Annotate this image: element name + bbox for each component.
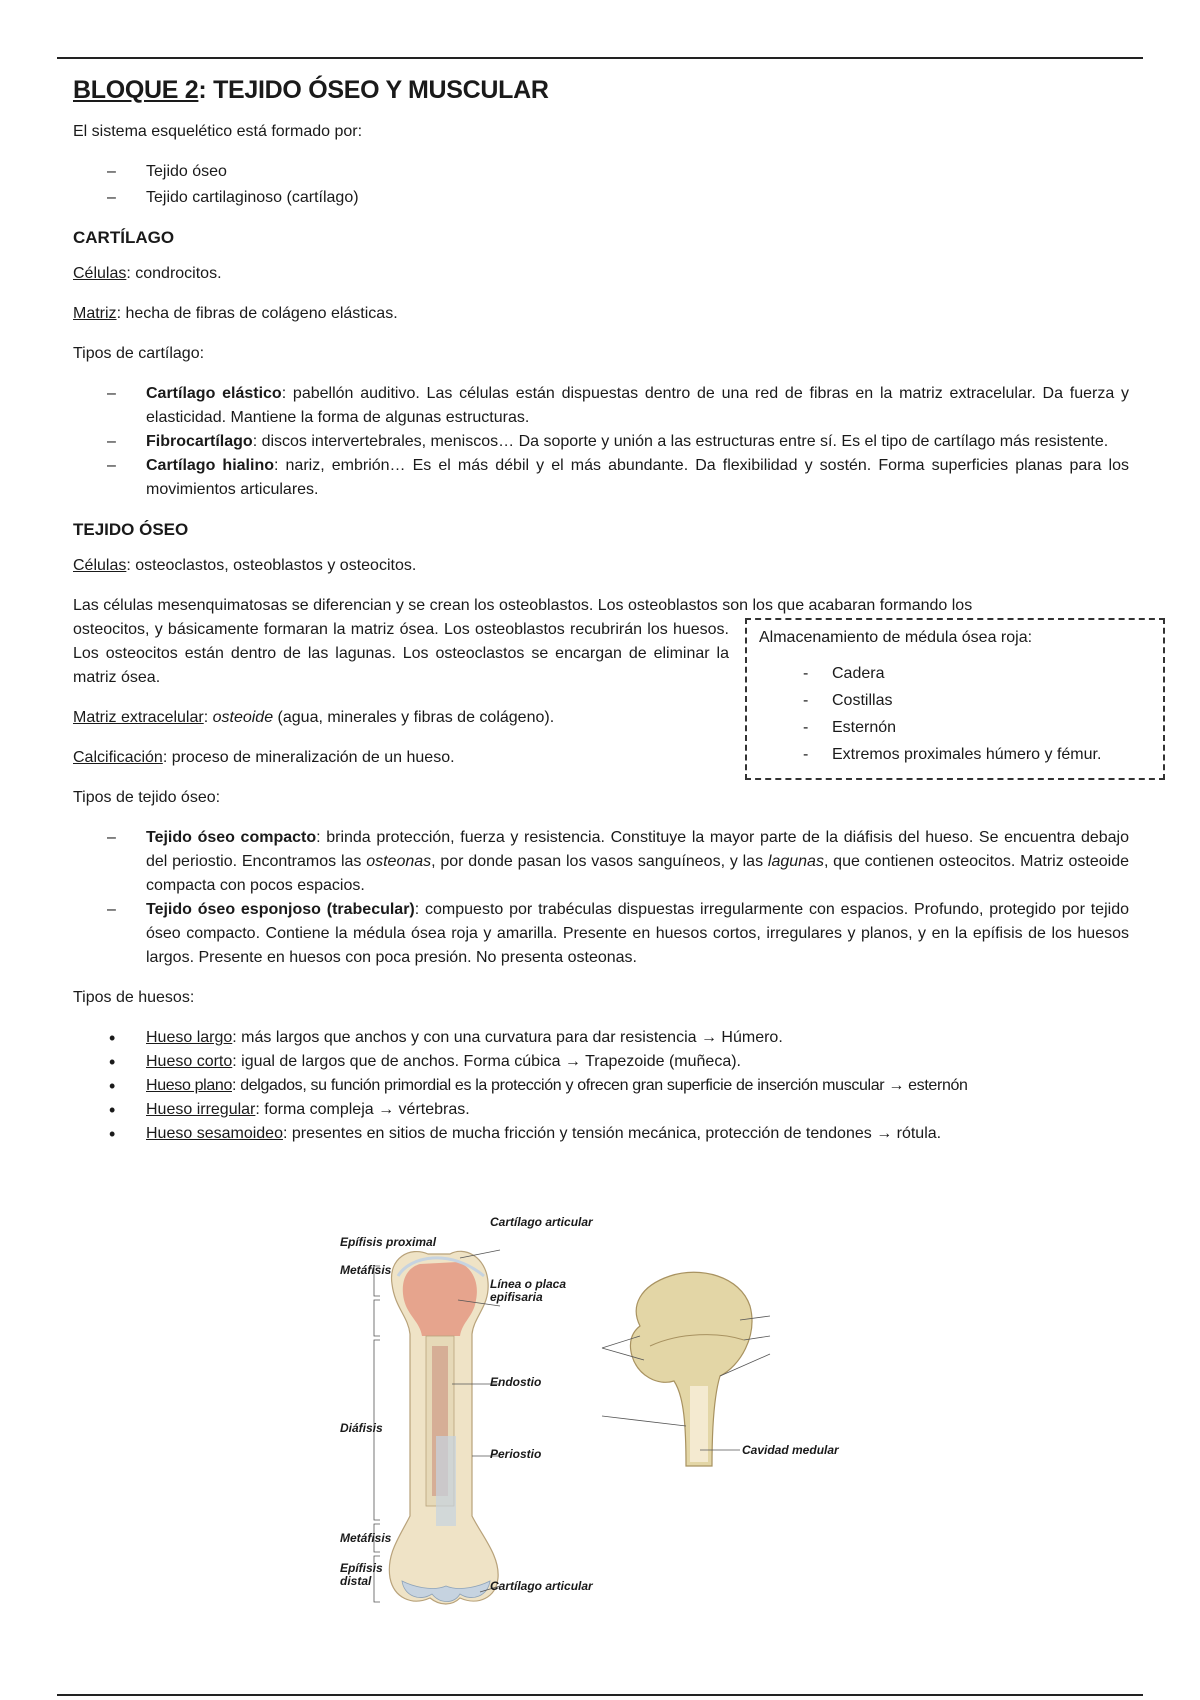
term-text: : nariz, embrión… Es el más débil y el más abundante. Da flexibilidad y sostén. Forma superficies planas para los movimientos articulares. [146, 457, 1130, 498]
list-item [73, 1074, 1129, 1098]
term: Cartílago hialino [146, 457, 274, 474]
term: Hueso plano [146, 1077, 232, 1094]
label-linea-epifisaria: Línea o placa epifisaria [490, 1277, 567, 1304]
box-list [759, 660, 1151, 768]
list-item [73, 826, 1129, 898]
oseo-calcification [73, 746, 729, 770]
term: Hueso largo [146, 1029, 233, 1046]
box-title: Almacenamiento de médula ósea roja: [759, 629, 1033, 646]
top-rule [57, 57, 1143, 59]
list-item: - Esternón [759, 714, 1151, 741]
cartilago-matrix [73, 302, 1129, 326]
bone-anatomy-figure [340, 1215, 860, 1626]
term-text: : delgados, su función primordial es la protección y ofrecen gran superficie de inserción muscular → esternón [232, 1077, 968, 1094]
label-periostio: Periostio [490, 1447, 542, 1461]
cells-text: : condrocitos. [126, 265, 222, 282]
oseo-types-intro: Tipos de tejido óseo: [73, 789, 221, 806]
list-item: – Tejido óseo [73, 160, 1129, 184]
term: Cartílago elástico [146, 385, 282, 402]
marrow-storage-box [745, 618, 1165, 780]
term-text: : discos intervertebrales, meniscos… Da soporte y unión a las estructuras entre sí. Es el tipo de cartílago más resistente. [252, 433, 1109, 450]
oseo-paragraph-full: Las células mesenquimatosas se diferencian y se crean los osteoblastos. Los osteoblastos son los que acabaran formando los [73, 597, 973, 614]
matrix-text: (agua, minerales y fibras de colágeno). [273, 709, 555, 726]
label-cartilago-articular-bottom: Cartílago articular [490, 1579, 593, 1593]
oseo-matrix [73, 706, 729, 730]
matrix-em: osteoide [212, 709, 274, 726]
oseo-float-area [73, 618, 1129, 810]
list-item: - Cadera [759, 660, 1151, 687]
list-item [73, 1026, 1129, 1050]
term-text: : más largos que anchos y con una curvatura para dar resistencia → Húmero. [232, 1029, 783, 1046]
huesos-list [73, 1026, 1129, 1146]
label-cavidad-medular: Cavidad medular [742, 1443, 839, 1457]
list-item [73, 1098, 1129, 1122]
term: Hueso corto [146, 1053, 233, 1070]
term-text: : pabellón auditivo. Las células están dispuestas dentro de una red de fibras en la matriz extracelular. Da fuerza y elasticidad. Mantiene la forma de algunas estructuras. [146, 385, 1129, 426]
label-metafisis-distal: Metáfisis [340, 1531, 392, 1545]
oseo-cells [73, 554, 1129, 578]
term-em: osteonas [366, 853, 432, 870]
term-text: : presentes en sitios de mucha fricción y tensión mecánica, protección de tendones → rótula. [282, 1125, 942, 1142]
bone-illustration [340, 1236, 860, 1626]
long-bone [389, 1251, 498, 1604]
label-diafisis: Diáfisis [340, 1421, 383, 1435]
term-text: , que contienen osteocitos. Matriz osteoide compacta con pocos espacios. [146, 853, 1130, 894]
section-heading-cartilago: CARTÍLAGO [73, 228, 175, 247]
term-text: : igual de largos que de anchos. Forma cúbica → Trapezoide (muñeca). [232, 1053, 741, 1070]
matrix-label: Matriz [73, 305, 117, 322]
bottom-rule [57, 1694, 1143, 1696]
list-item: – Tejido cartilaginoso (cartílago) [73, 186, 1129, 210]
matrix-text: : hecha de fibras de colágeno elásticas. [116, 305, 398, 322]
cartilago-types-list [73, 382, 1129, 502]
section-heading-oseo: TEJIDO ÓSEO [73, 520, 189, 539]
term: Tejido óseo esponjoso (trabecular) [146, 901, 415, 918]
matrix-label: Matriz extracelular [73, 709, 204, 726]
list-item [73, 898, 1129, 970]
label-endostio: Endostio [490, 1375, 542, 1389]
term: Hueso sesamoideo [146, 1125, 283, 1142]
term-text: : compuesto por trabéculas dispuestas irregularmente con espacios. Profundo, protegido por tejido óseo compacto. Contiene la médula ósea roja y amarilla. Presente en huesos cortos, irregulares y planos, y en la epífisis de los huesos largos. Presente en huesos con poca presión. No presenta osteonas. [146, 901, 1129, 966]
cells-label: Células [73, 557, 127, 574]
term: Tejido óseo compacto [146, 829, 317, 846]
cells-label: Células [73, 265, 127, 282]
huesos-intro: Tipos de huesos: [73, 989, 195, 1006]
label-metafisis-proximal: Metáfisis [340, 1263, 392, 1277]
title-prefix: BLOQUE 2 [73, 76, 199, 104]
list-item [73, 1122, 1129, 1146]
oseo-left-column [73, 618, 729, 810]
intro-list [73, 160, 1129, 210]
cartilago-cells [73, 262, 1129, 286]
list-item [73, 454, 1129, 502]
calc-label: Calcificación [73, 749, 163, 766]
cells-text: : osteoclastos, osteoblastos y osteocitos. [126, 557, 417, 574]
label-epifisis-proximal: Epífisis proximal [340, 1235, 437, 1249]
list-item [73, 382, 1129, 430]
list-item: - Costillas [759, 687, 1151, 714]
term-text: : brinda protección, fuerza y resistencia. Constituye la mayor parte de la diáfisis del hueso. Se encuentra debajo del periostio. Encontramos las [146, 829, 1129, 870]
term: Hueso irregular [146, 1101, 256, 1118]
matrix-sep: : [203, 709, 213, 726]
list-item [73, 430, 1129, 454]
term-text: : forma compleja → vértebras. [255, 1101, 470, 1118]
page-title [73, 74, 1129, 106]
term-em: lagunas [767, 853, 824, 870]
term-text: , por donde pasan los vasos sanguíneos, y las [431, 853, 768, 870]
list-item: - Extremos proximales húmero y fémur. [759, 741, 1151, 768]
label-epifisis-distal: Epífisis distal [340, 1561, 383, 1588]
humerus-section [602, 1272, 770, 1466]
cartilago-types-intro: Tipos de cartílago: [73, 345, 205, 362]
list-item [73, 1050, 1129, 1074]
oseo-types-list [73, 826, 1129, 970]
intro-text: El sistema esquelético está formado por: [73, 123, 363, 140]
calc-text: : proceso de mineralización de un hueso. [162, 749, 455, 766]
oseo-paragraph-left: osteocitos, y básicamente formaran la matriz ósea. Los osteoblastos recubrirán los huesos. Los osteocitos están dentro de las lagunas. Los osteoclastos se encargan de eliminar la matriz ósea. [73, 621, 729, 686]
title-rest: : TEJIDO ÓSEO Y MUSCULAR [198, 76, 549, 104]
label-cartilago-articular-top: Cartílago articular [490, 1215, 593, 1229]
term: Fibrocartílago [146, 433, 253, 450]
document-body [73, 74, 1129, 1162]
